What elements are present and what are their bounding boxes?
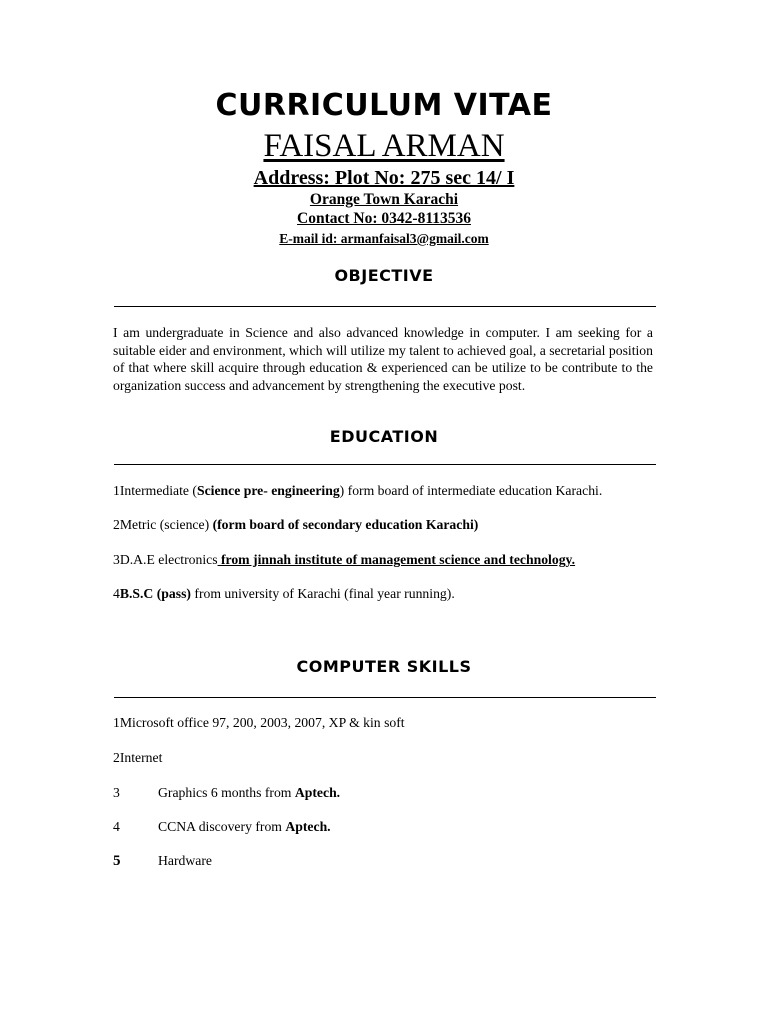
email-line: E-mail id: armanfaisal3@gmail.com [279,231,489,246]
skills-heading: COMPUTER SKILLS [296,657,472,676]
divider [114,697,656,698]
address-line: Address: Plot No: 275 sec 14/ I [253,167,515,189]
education-item: 1Intermediate (Science pre- engineering) form board of intermediate education Karachi. [113,483,603,498]
town-line: Orange Town Karachi [309,191,459,208]
skill-number: 4 [113,819,120,834]
education-heading: EDUCATION [329,427,439,446]
skill-item: 1Microsoft office 97, 200, 2003, 2007, XP & kin soft [113,715,405,730]
skill-item: Graphics 6 months from Aptech. [158,785,341,800]
document-title: CURRICULUM VITAE [215,88,553,123]
contact-line: Contact No: 0342-8113536 [297,210,471,227]
skill-item: CCNA discovery from Aptech. [158,819,331,834]
skill-number: 5 [113,853,121,869]
candidate-name: FAISAL ARMAN [263,128,505,164]
education-item: 3D.A.E electronics from jinnah institute of management science and technology. [113,552,576,567]
divider [114,464,656,465]
skill-item: Hardware [158,853,212,868]
objective-text: I am undergraduate in Science and also advanced knowledge in computer. I am seeking for a suitable eider and environment, which will utilize my talent to achieved goal, a secretarial position of that where skill acquire through education & experienced can be utilize to be contribute to the organization success and advancement by strengthening the executive post. [113,325,653,393]
skill-item: 2Internet [113,750,163,765]
education-item: 4B.S.C (pass) from university of Karachi (final year running). [113,586,455,601]
objective-heading: OBJECTIVE [334,266,434,285]
divider [114,306,656,307]
skill-number: 3 [113,785,120,800]
education-item: 2Metric (science) (form board of secondary education Karachi) [113,517,479,532]
